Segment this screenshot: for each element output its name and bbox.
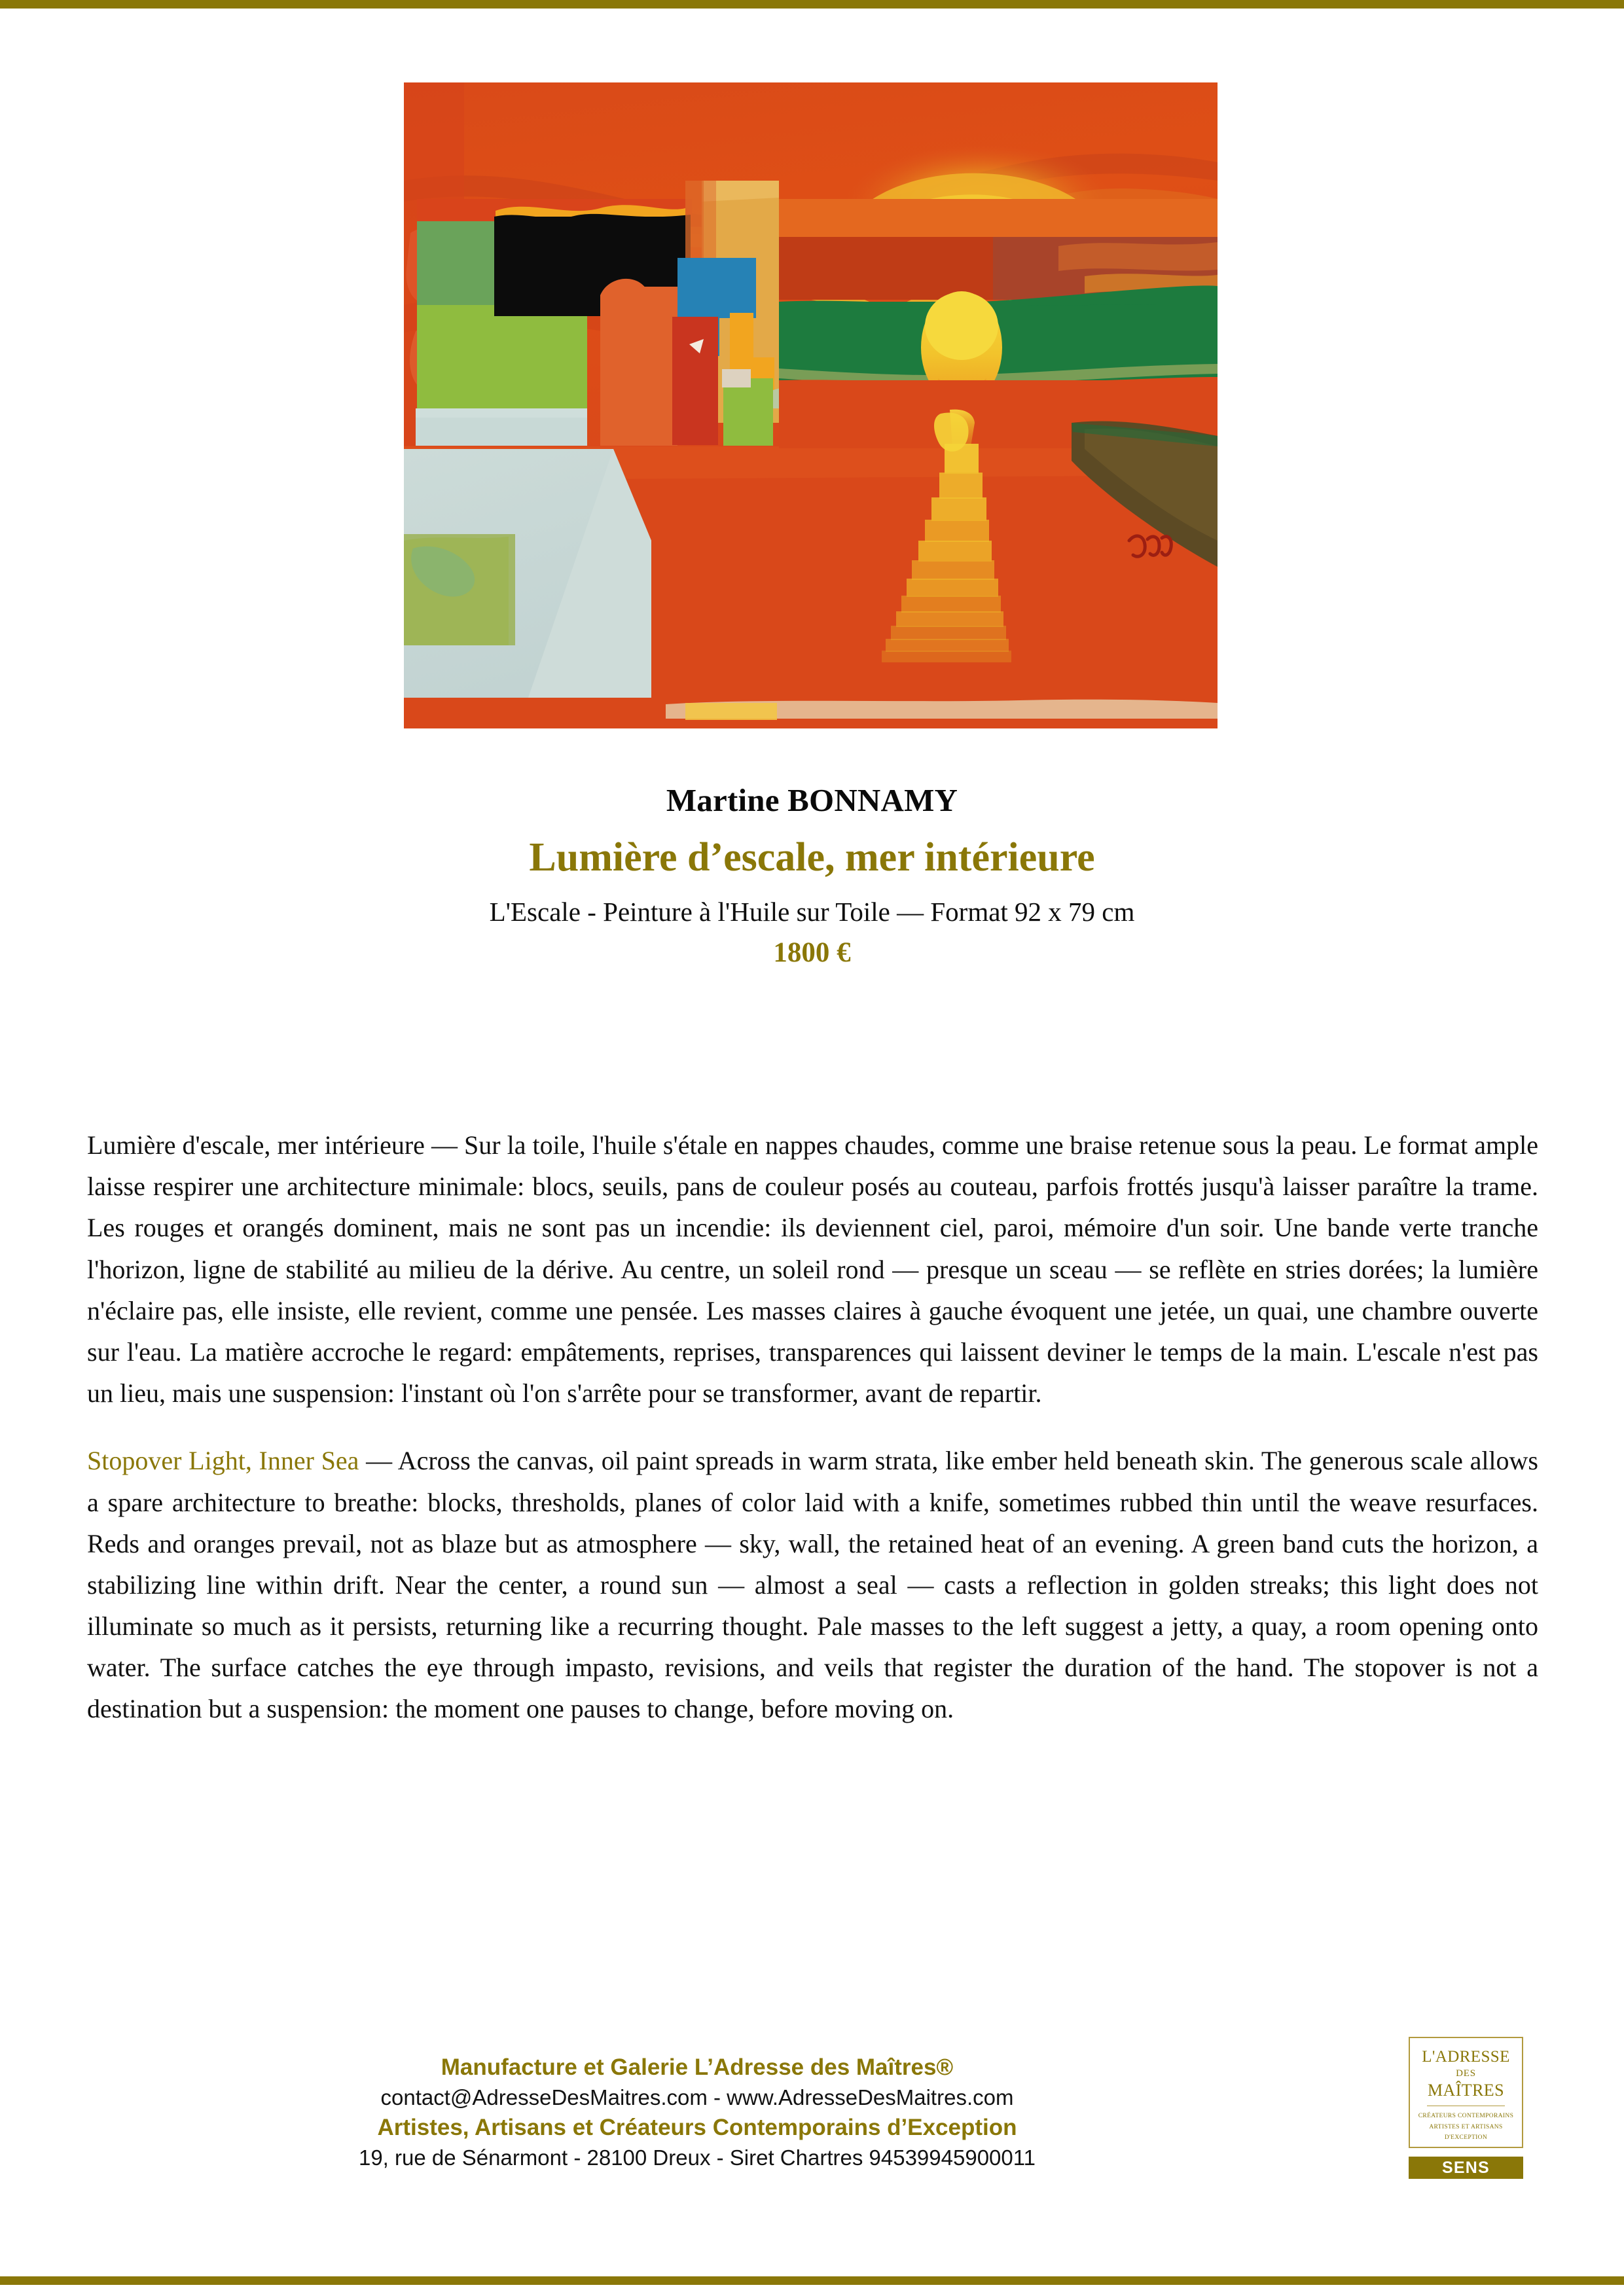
top-gold-rule — [0, 0, 1624, 9]
footer-tagline: Artistes, Artisans et Créateurs Contemporains d’Exception — [377, 2115, 1017, 2141]
paragraph-french-lead: Lumière d'escale, mer intérieure — [87, 1130, 425, 1160]
paragraph-french — [87, 1124, 1538, 1414]
logo-line-adresse: L'ADRESSE — [1422, 2048, 1510, 2066]
painting-svg — [404, 82, 1218, 728]
paragraph-english-text: — Across the canvas, oil paint spreads in warm strata, like ember held beneath skin. The generous scale allows a spare architecture to breathe: blocks, thresholds, planes of color laid with a knife, sometimes rubbed thin until the weave resurfaces. Reds and oranges prevail, not as blaze but as atmosphere — sky, wall, the retained heat of an evening. A green band cuts the horizon, a stabilizing line within drift. Near the center, a round sun — almost a seal — casts a reflection in golden streaks; this light does not illuminate so much as it persists, returning like a recurring thought. Pale masses to the left suggest a jetty, a quay, a room opening onto water. The surface catches the eye through impasto, revisions, and veils that register the duration of the hand. The stopover is not a destination but a suspension: the moment one pauses to change, before moving on. — [87, 1446, 1539, 1724]
logo-frame — [1409, 2037, 1523, 2148]
footer-company-name: Manufacture et Galerie L’Adresse des Maîtres® — [441, 2054, 954, 2080]
logo-subtitle-2: ARTISTES ET ARTISANS — [1429, 2123, 1503, 2130]
logo-subtitle-1: CRÉATEURS CONTEMPORAINS — [1418, 2113, 1514, 2120]
footer-address-line: 19, rue de Sénarmont - 28100 Dreux - Siret Chartres 94539945900011 — [358, 2145, 1036, 2170]
logo-sens-tag: SENS — [1409, 2157, 1523, 2179]
artist-name: Martine BONNAMY — [666, 782, 958, 818]
logo-line-maitres: MAÎTRES — [1428, 2081, 1504, 2100]
logo-subtitle-3: D'EXCEPTION — [1444, 2134, 1488, 2142]
paragraph-english-lead: Stopover Light, Inner Sea — [87, 1446, 359, 1476]
artwork-image — [404, 82, 1218, 728]
artwork-title-block — [0, 782, 1624, 971]
description-body — [87, 1124, 1538, 1730]
artwork-medium-format: L'Escale - Peinture à l'Huile sur Toile — Format 92 x 79 cm — [489, 896, 1135, 927]
footer-contact-line[interactable]: contact@AdresseDesMaitres.com - www.AdresseDesMaitres.com — [380, 2085, 1014, 2109]
paragraph-english — [87, 1440, 1538, 1729]
page-title: Lumière d’escale, mer intérieure — [529, 835, 1095, 880]
logo-line-des: DES — [1456, 2068, 1476, 2079]
artwork-price: 1800 € — [773, 937, 851, 968]
bottom-gold-rule — [0, 2276, 1624, 2285]
paragraph-french-text: — Sur la toile, l'huile s'étale en nappes chaudes, comme une braise retenue sous la peau. Le format ample laisse respirer une architecture minimale: blocs, seuils, pans de couleur posés au couteau, parfois frottés jusqu'à laisser paraître la trame. Les rouges et orangés dominent, mais ne sont pas un incendie: ils deviennent ciel, paroi, mémoire d'un soir. Une bande verte tranche l'horizon, ligne de stabilité au milieu de la dérive. Au centre, un soleil rond — presque un sceau — se reflète en stries dorées; la lumière n'éclaire pas, elle insiste, elle revient, comme une pensée. Les masses claires à gauche évoquent une jetée, un quai, une chambre ouverte sur l'eau. La matière accroche le regard: empâtements, reprises, transparences qui laissent deviner le temps de la main. L'escale n'est pas un lieu, mais une suspension: l'instant où l'on s'arrête pour se transformer, avant de repartir. — [87, 1130, 1538, 1408]
brand-logo — [1409, 2037, 1523, 2179]
footer-contact-block — [249, 2052, 1146, 2173]
